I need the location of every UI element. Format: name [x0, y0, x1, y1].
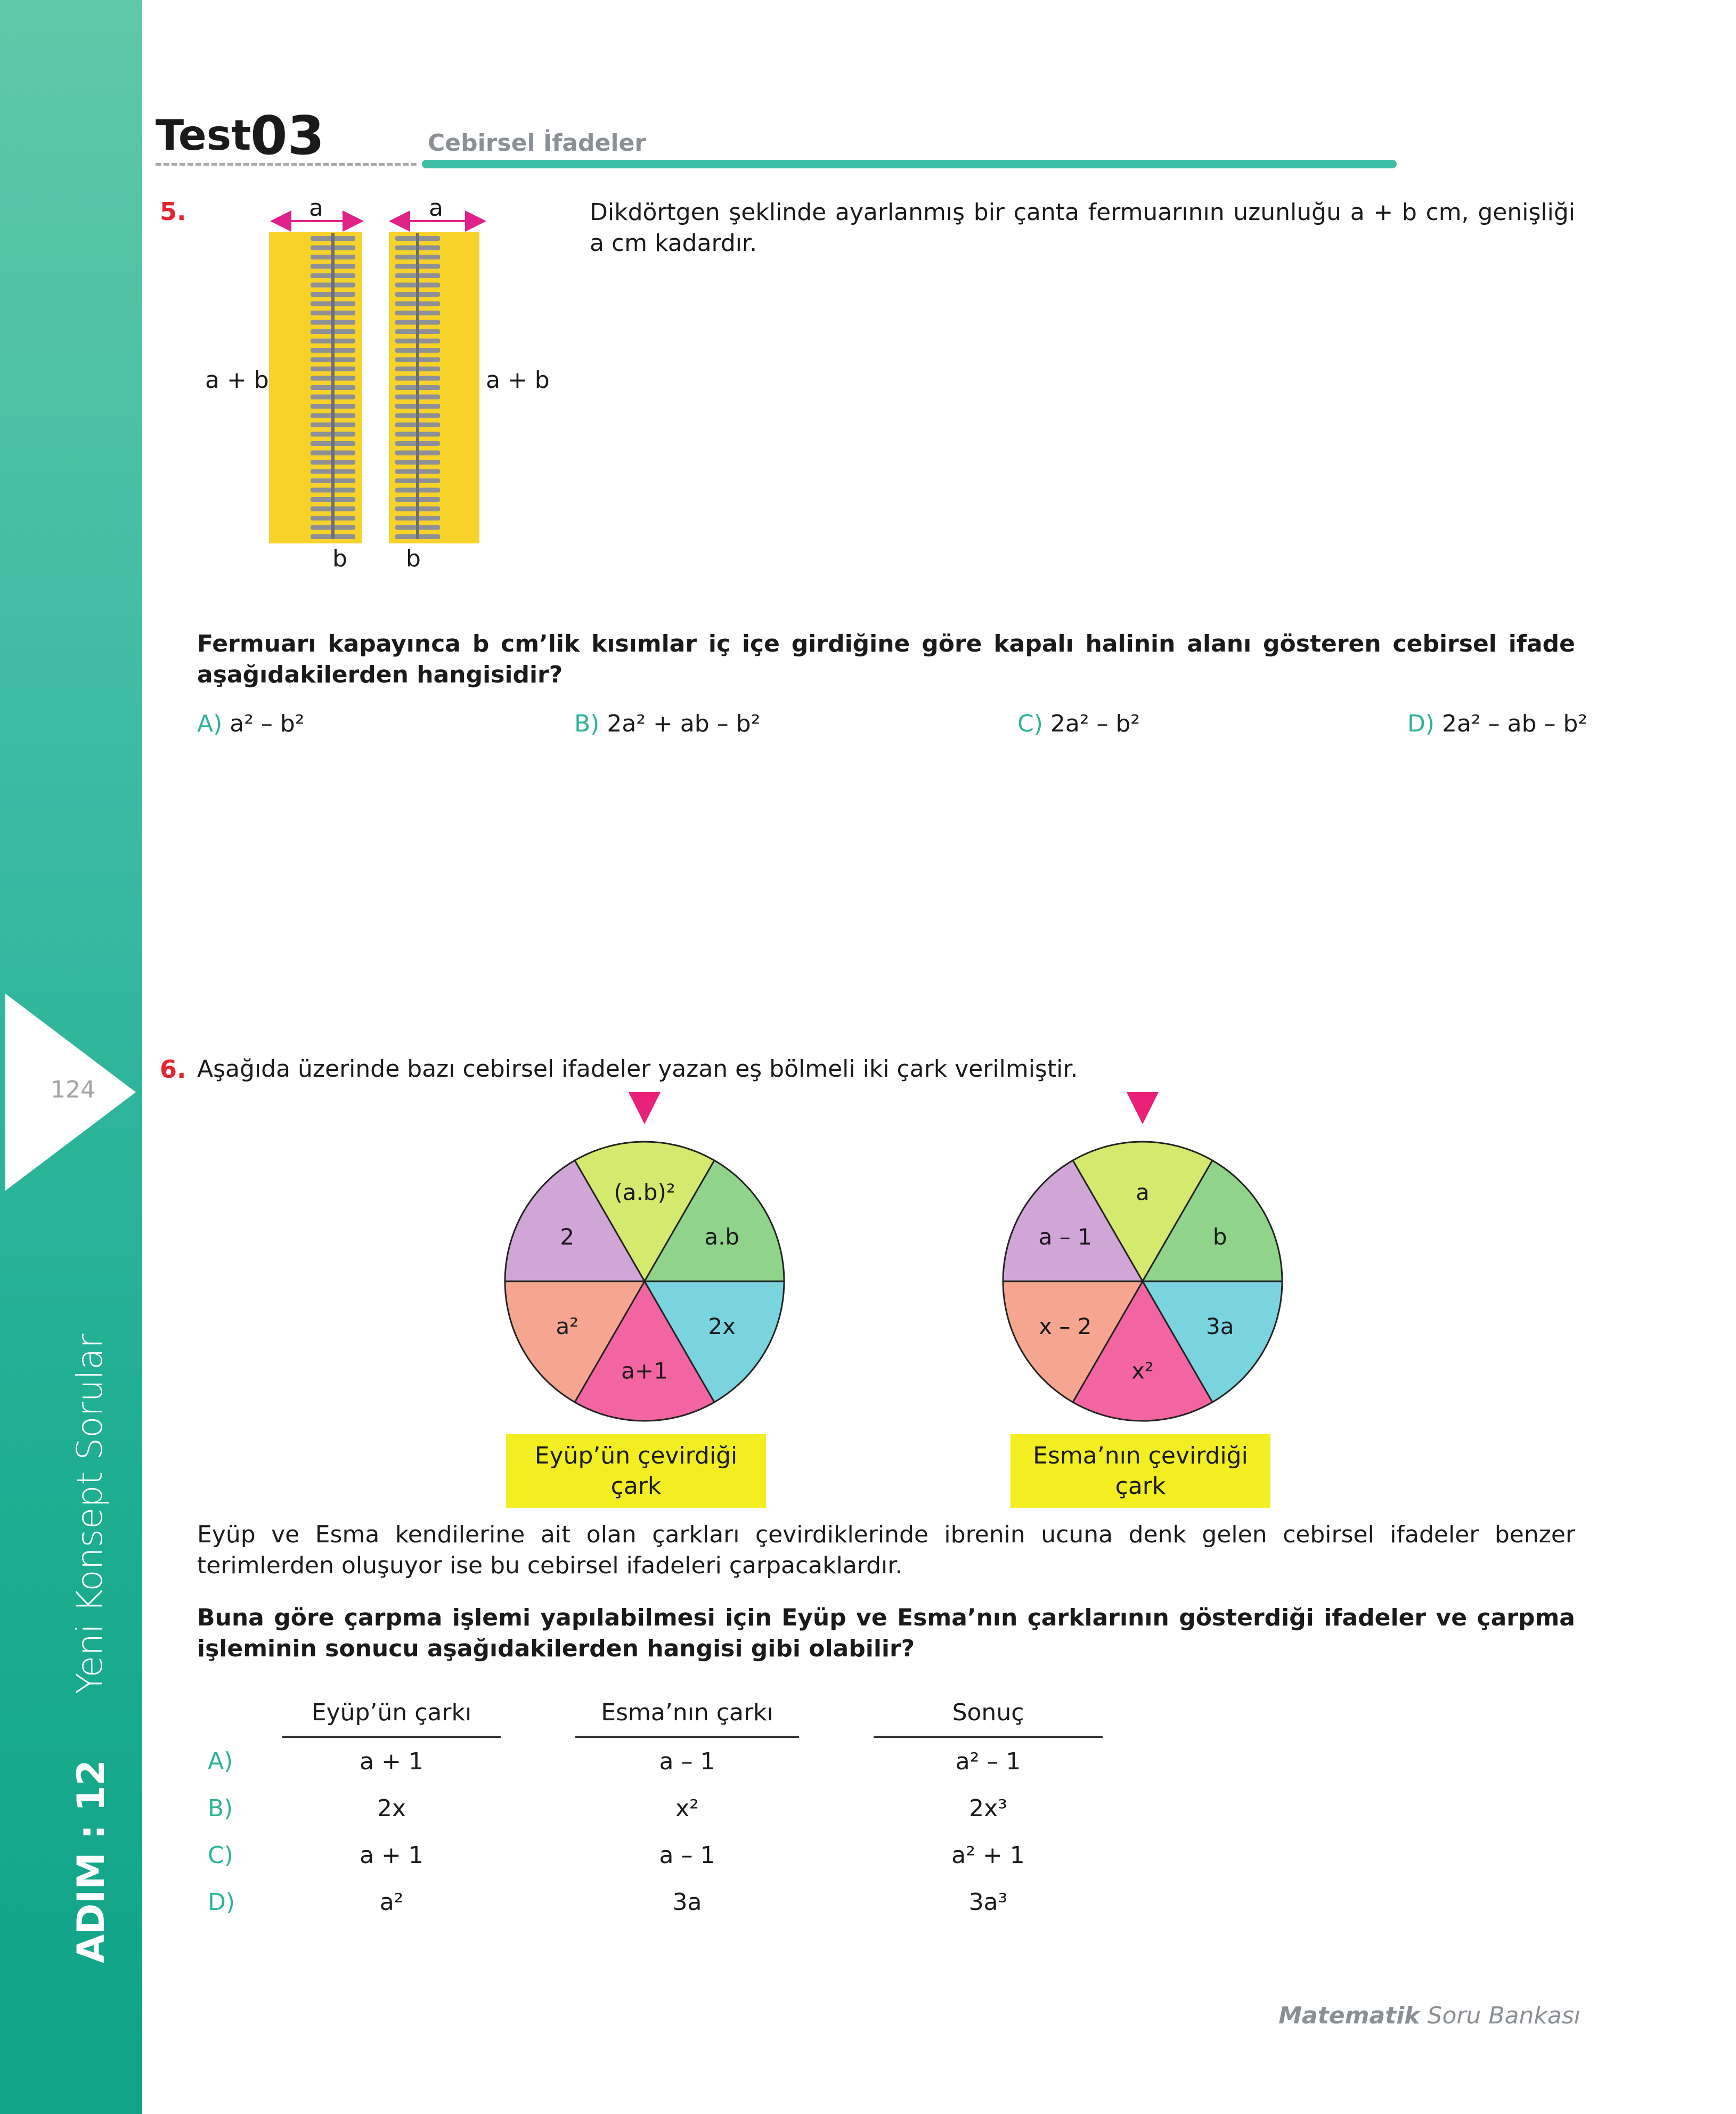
question-5-intro: Dikdörtgen şeklinde ayarlanmış bir çanta fermuarının uzunluğu a + b cm, genişliği a cm kadardır. [590, 199, 1575, 257]
table-row[interactable] [197, 1785, 1103, 1832]
question-5-stem: Fermuarı kapayınca b cm’lik kısımlar iç içe girdiğine göre kapalı halinin alanı gösteren cebirsel ifade aşağıdakilerden hangisidir? [197, 630, 1575, 688]
row-cell-eyup: 2x [377, 1794, 406, 1822]
eyup-pointer [629, 1092, 661, 1124]
header-accent-bar [422, 160, 1397, 168]
test-label: Test [156, 112, 251, 160]
row-cell-esma: 3a [672, 1888, 702, 1916]
q5-option-c[interactable] [1017, 709, 1140, 739]
esma-caption-line1: Esma’nın çevirdiği [1033, 1442, 1248, 1469]
q5-option-d[interactable] [1407, 709, 1587, 739]
esma-wheel-segment-label: x – 2 [1039, 1313, 1092, 1339]
row-cell-esma: a – 1 [659, 1841, 715, 1869]
eyup-wheel-segment-label: a+1 [621, 1357, 668, 1384]
q5-option-b-label: B) [574, 710, 600, 737]
question-6-body: Eyüp ve Esma kendilerine ait olan çarkları çevirdiklerinde ibrenin ucuna denk gelen cebirsel ifadeler benzer terimlerden oluşuyor ise bu cebirsel ifadeleri çarpacaklardır. [197, 1521, 1575, 1579]
eyup-caption-line1: Eyüp’ün çevirdiği [534, 1442, 738, 1469]
q5-option-d-text: 2a² – ab – b² [1442, 710, 1588, 737]
q5-option-d-label: D) [1407, 710, 1435, 737]
zipper-height-label-left: a + b [205, 367, 269, 394]
row-label: A) [208, 1747, 233, 1775]
table-header-row [197, 1689, 1103, 1737]
sidebar-topic: Yeni Konsept Sorular [69, 1334, 110, 1694]
table-gap [799, 1689, 874, 1737]
esma-wheel-segment-label: b [1212, 1224, 1227, 1250]
table-header-esma: Esma’nın çarkı [575, 1689, 799, 1737]
row-cell-eyup: a² [379, 1888, 404, 1916]
row-cell-sonuc: a² – 1 [955, 1747, 1021, 1775]
table-row[interactable] [197, 1737, 1103, 1785]
zipper-bottom-label-left: b [332, 545, 347, 572]
row-cell-sonuc: 2x³ [969, 1794, 1007, 1822]
footer-brand-bold: Matematik [1278, 2002, 1420, 2029]
zipper-rail [416, 233, 419, 539]
esma-wheel-segment-label: 3a [1205, 1313, 1234, 1339]
zipper-width-label-right: a [429, 194, 443, 222]
row-label: D) [208, 1888, 235, 1916]
q5-option-c-text: 2a² – b² [1050, 710, 1140, 737]
eyup-wheel [501, 1092, 788, 1428]
eyup-wheel-segments [505, 1142, 784, 1421]
eyup-wheel-segment-label: 2 [560, 1224, 575, 1250]
esma-wheel-segment-label: a – 1 [1038, 1224, 1092, 1250]
q5-option-a[interactable] [197, 709, 304, 739]
q5-option-c-label: C) [1017, 710, 1043, 737]
eyup-wheel-segment-label: 2x [708, 1313, 736, 1339]
row-cell-sonuc: 3a³ [968, 1888, 1008, 1916]
row-cell-esma: x² [675, 1794, 699, 1822]
row-label: C) [208, 1841, 233, 1869]
question-5-number: 5. [160, 197, 186, 226]
q5-option-a-label: A) [197, 710, 223, 737]
test-number: 03 [250, 104, 325, 167]
question-6-number: 6. [160, 1055, 186, 1084]
row-cell-eyup: a + 1 [360, 1841, 423, 1869]
q6-options-table [197, 1689, 1103, 1925]
esma-wheel-caption [1010, 1434, 1270, 1508]
footer-brand [1278, 2002, 1580, 2029]
question-6-intro: Aşağıda üzerinde bazı cebirsel ifadeler yazan eş bölmeli iki çark verilmiştir. [197, 1055, 1078, 1083]
esma-wheel-segment-label: a [1136, 1179, 1150, 1206]
table-corner [197, 1689, 282, 1737]
eyup-wheel-segment-label: a.b [704, 1224, 740, 1250]
table-row[interactable] [197, 1832, 1103, 1879]
test-subtitle: Cebirsel İfadeler [428, 129, 647, 157]
esma-wheel [996, 1092, 1284, 1428]
eyup-wheel-segment-label: a² [556, 1313, 579, 1339]
footer-brand-rest: Soru Bankası [1427, 2002, 1580, 2029]
table-row[interactable] [197, 1879, 1103, 1925]
table-gap [501, 1689, 575, 1737]
q5-option-b[interactable] [574, 709, 760, 739]
question-6-stem: Buna göre çarpma işlemi yapılabilmesi için Eyüp ve Esma’nın çarklarının gösterdiği ifadeler ve çarpma işleminin sonucu aşağıdakilerden hangisi gibi olabilir? [197, 1604, 1575, 1662]
sidebar-adim: ADIM : 12 [69, 1759, 113, 1963]
table-header-eyup: Eyüp’ün çarkı [282, 1689, 501, 1737]
row-label: B) [208, 1794, 233, 1822]
zipper-width-label-left: a [309, 194, 323, 222]
q5-option-b-text: 2a² + ab – b² [607, 710, 761, 737]
row-cell-esma: a – 1 [659, 1747, 715, 1775]
header-dashed-rule [156, 163, 417, 166]
page-number: 124 [51, 1076, 95, 1103]
eyup-caption-line2: çark [610, 1473, 662, 1500]
eyup-wheel-caption [506, 1434, 766, 1508]
table-header-sonuc: Sonuç [874, 1689, 1103, 1737]
esma-caption-line2: çark [1115, 1473, 1166, 1500]
row-cell-sonuc: a² + 1 [951, 1841, 1025, 1869]
zipper-height-label-right: a + b [486, 367, 550, 394]
zipper-bottom-label-right: b [406, 545, 421, 572]
q5-option-a-text: a² – b² [230, 710, 305, 737]
esma-pointer [1127, 1092, 1159, 1124]
zipper-rail [331, 233, 335, 539]
esma-wheel-segments [1003, 1142, 1282, 1421]
row-cell-eyup: a + 1 [360, 1747, 423, 1775]
eyup-wheel-segment-label: (a.b)² [614, 1179, 675, 1206]
esma-wheel-segment-label: x² [1131, 1357, 1154, 1384]
